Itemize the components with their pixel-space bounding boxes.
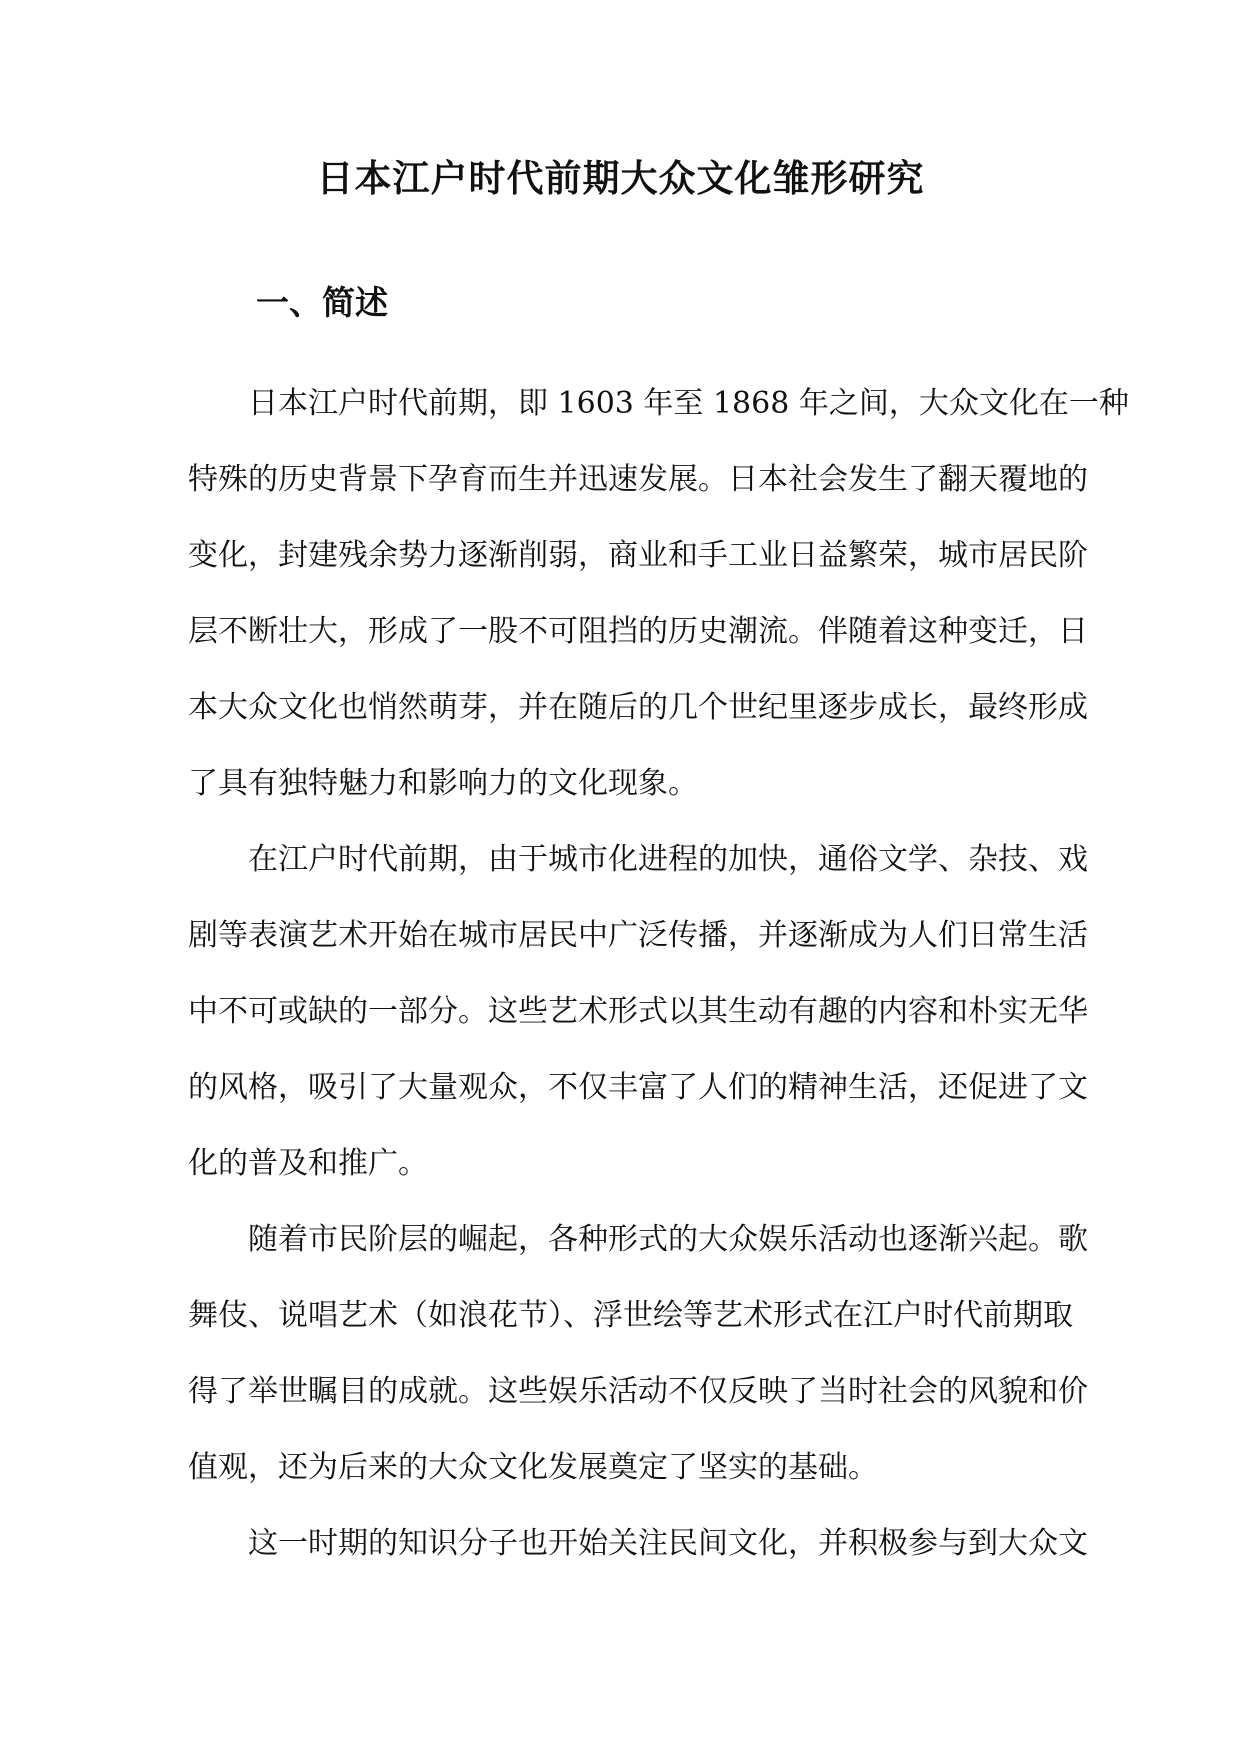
text-line: 日本江户时代前期，即 1603 年至 1868 年之间，大众文化在一种 bbox=[248, 386, 1129, 421]
text-line: 随着市民阶层的崛起，各种形式的大众娱乐活动也逐渐兴起。歌 bbox=[248, 1222, 1088, 1257]
text-line: 中不可或缺的一部分。这些艺术形式以其生动有趣的内容和朴实无华 bbox=[188, 994, 1088, 1029]
paragraph-1 bbox=[188, 366, 1129, 822]
text-line: 剧等表演艺术开始在城市居民中广泛传播，并逐渐成为人们日常生活 bbox=[188, 918, 1088, 953]
text-line: 这一时期的知识分子也开始关注民间文化，并积极参与到大众文 bbox=[248, 1526, 1088, 1561]
text-line: 的风格，吸引了大量观众，不仅丰富了人们的精神生活，还促进了文 bbox=[188, 1070, 1088, 1105]
text-line: 特殊的历史背景下孕育而生并迅速发展。日本社会发生了翻天覆地的 bbox=[188, 462, 1088, 497]
text-line: 在江户时代前期，由于城市化进程的加快，通俗文学、杂技、戏 bbox=[248, 842, 1088, 877]
paragraph-4 bbox=[188, 1506, 1088, 1582]
text-line: 本大众文化也悄然萌芽，并在随后的几个世纪里逐步成长，最终形成 bbox=[188, 690, 1088, 725]
text-line: 了具有独特魅力和影响力的文化现象。 bbox=[188, 766, 698, 801]
section-heading: 一、简述 bbox=[256, 283, 388, 322]
paragraph-2 bbox=[188, 822, 1088, 1202]
paragraph-3 bbox=[188, 1202, 1088, 1506]
document-title: 日本江户时代前期大众文化雏形研究 bbox=[316, 156, 925, 200]
text-line: 值观，还为后来的大众文化发展奠定了坚实的基础。 bbox=[188, 1450, 878, 1485]
text-line: 变化，封建残余势力逐渐削弱，商业和手工业日益繁荣，城市居民阶 bbox=[188, 538, 1088, 573]
text-line: 层不断壮大，形成了一股不可阻挡的历史潮流。伴随着这种变迁，日 bbox=[188, 614, 1088, 649]
text-line: 舞伎、说唱艺术（如浪花节）、浮世绘等艺术形式在江户时代前期取 bbox=[188, 1298, 1073, 1333]
text-line: 得了举世瞩目的成就。这些娱乐活动不仅反映了当时社会的风貌和价 bbox=[188, 1374, 1088, 1409]
text-line: 化的普及和推广。 bbox=[188, 1146, 428, 1181]
body-text bbox=[188, 366, 1129, 1582]
